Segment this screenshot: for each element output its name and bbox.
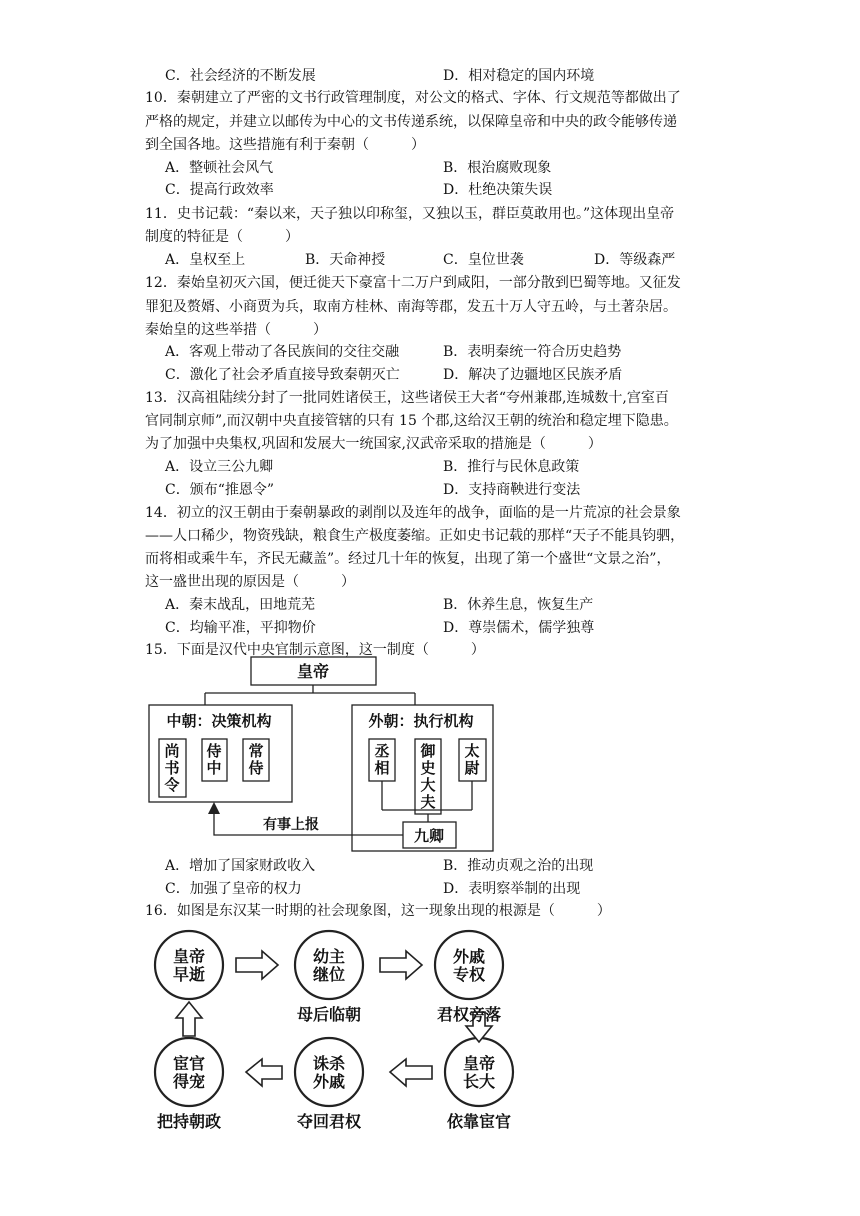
arrow-up-icon <box>176 1002 202 1036</box>
q10-option-a: A．整顿社会风气 <box>165 160 274 176</box>
q11-stem-line: 11．史书记载：“秦以来，天子独以印称玺，又独以玉，群臣莫敢用也。”这体现出皇帝 <box>145 206 675 222</box>
outer-court-office-char: 丞 <box>374 742 390 760</box>
q14-option-a: A．秦末战乱，田地荒芜 <box>165 597 316 613</box>
cycle-node-caption: 夺回君权 <box>296 1112 362 1131</box>
cycle-node-label: 幼主 <box>312 947 346 966</box>
cycle-node-caption: 把持朝政 <box>156 1112 222 1131</box>
cycle-node-label: 专权 <box>452 965 486 984</box>
q9-option-d: D．相对稳定的国内环境 <box>443 68 595 84</box>
q15-stem: 15．下面是汉代中央官制示意图，这一制度（ ） <box>145 642 485 658</box>
q10-option-c: C．提高行政效率 <box>165 182 274 198</box>
q10-option-d: D．杜绝决策失误 <box>443 182 553 198</box>
q12-option-b: B．表明秦统一符合历史趋势 <box>443 344 622 360</box>
cycle-node-label: 诛杀 <box>312 1054 346 1073</box>
q14-stem-line: 这一盛世出现的原因是（ ） <box>145 574 355 590</box>
q13-option-b: B．推行与民休息政策 <box>443 459 580 475</box>
cycle-node-label: 长大 <box>462 1072 496 1091</box>
cycle-node-label: 得宠 <box>172 1072 206 1091</box>
inner-court-office-char: 侍 <box>206 742 222 760</box>
report-label: 有事上报 <box>263 817 319 833</box>
q12-stem-line: 12．秦始皇初灭六国，便迁徙天下豪富十二万户到咸阳，一部分散到巴蜀等地。又征发 <box>145 275 681 291</box>
inner-court-label: 中朝：决策机构 <box>166 712 272 730</box>
q13-option-d: D．支持商鞅进行变法 <box>443 482 581 498</box>
q10-stem-line: 到全国各地。这些措施有利于秦朝（ ） <box>145 137 425 153</box>
q12-option-a: A．客观上带动了各民族间的交往交融 <box>165 344 400 360</box>
emperor-label: 皇帝 <box>296 662 330 681</box>
outer-court-office-char: 御 <box>420 742 436 760</box>
cycle-node-label: 继位 <box>312 965 346 984</box>
q10-stem-line: 10．秦朝建立了严密的文书行政管理制度，对公文的格式、字体、行文规范等都做出了 <box>145 90 681 106</box>
outer-court-office-char: 尉 <box>464 759 480 777</box>
outer-court-office-char: 大 <box>420 776 436 794</box>
outer-court-office-char: 史 <box>420 759 436 777</box>
q13-stem-line: 为了加强中央集权,巩固和发展大一统国家,汉武帝采取的措施是（ ） <box>145 436 602 452</box>
han-official-system-diagram <box>149 657 493 851</box>
q14-option-c: C．均输平准，平抑物价 <box>165 620 316 636</box>
outer-court-office-char: 夫 <box>420 793 436 811</box>
outer-court-office-char: 太 <box>464 742 480 760</box>
cycle-node-label: 皇帝 <box>462 1054 496 1073</box>
q12-option-c: C．激化了社会矛盾直接导致秦朝灭亡 <box>165 367 400 383</box>
q14-stem-line: 14．初立的汉王朝由于秦朝暴政的剥削以及连年的战争，面临的是一片荒凉的社会景象 <box>145 505 681 521</box>
arrow-right-icon <box>236 951 278 979</box>
inner-court-office-char: 令 <box>164 776 180 794</box>
arrow-left-icon <box>390 1059 432 1086</box>
inner-court-office-char: 侍 <box>248 759 264 777</box>
nine-ministers-label: 九卿 <box>413 827 445 845</box>
q15-option-c: C．加强了皇帝的权力 <box>165 881 302 897</box>
q11-option-c: C．皇位世袭 <box>443 252 524 268</box>
q11-stem-line: 制度的特征是（ ） <box>145 229 299 245</box>
q15-option-a: A．增加了国家财政收入 <box>165 858 316 874</box>
q15-option-d: D．表明察举制的出现 <box>443 881 581 897</box>
q12-option-d: D．解决了边疆地区民族矛盾 <box>443 367 623 383</box>
q14-stem-line: ——人口稀少，物资残缺，粮食生产极度萎缩。正如史书记载的那样“天子不能具钧驷， <box>145 528 685 544</box>
cycle-node-label: 早逝 <box>172 965 206 984</box>
q14-stem-line: 而将相或乘牛车，齐民无藏盖”。经过几十年的恢复，出现了第一个盛世“文景之治”， <box>145 551 671 567</box>
cycle-node-label: 外戚 <box>452 947 486 966</box>
q12-stem-line: 秦始皇的这些举措（ ） <box>145 322 327 338</box>
q11-option-b: B．天命神授 <box>305 252 386 268</box>
q14-option-d: D．尊崇儒术，儒学独尊 <box>443 620 595 636</box>
cycle-node-label: 宦官 <box>172 1054 206 1073</box>
q13-stem-line: 官同制京师”,而汉朝中央直接管辖的只有 15 个郡,这给汉王朝的统治和稳定埋下隐患。 <box>145 413 678 429</box>
inner-court-office-char: 中 <box>206 759 222 777</box>
inner-court-office-char: 常 <box>248 742 264 760</box>
q16-stem: 16．如图是东汉某一时期的社会现象图，这一现象出现的根源是（ ） <box>145 903 611 919</box>
q12-stem-line: 罪犯及赘婿、小商贾为兵，取南方桂林、南海等郡，发五十万人守五岭，与土著杂居。 <box>145 299 677 315</box>
cycle-node-caption: 君权旁落 <box>436 1005 502 1024</box>
inner-court-office-char: 书 <box>164 759 180 777</box>
q10-stem-line: 严格的规定，并建立以邮传为中心的文书传递系统，以保障皇帝和中央的政令能够传递 <box>145 114 677 130</box>
q14-option-b: B．休养生息，恢复生产 <box>443 597 594 613</box>
outer-court-label: 外朝：执行机构 <box>368 712 474 730</box>
q9-option-c: C．社会经济的不断发展 <box>165 68 316 84</box>
arrow-left-icon <box>246 1059 282 1086</box>
arrow-right-icon <box>380 951 422 979</box>
cycle-node-label: 外戚 <box>312 1072 346 1091</box>
cycle-node-caption: 依靠宦官 <box>446 1112 512 1131</box>
q15-option-b: B．推动贞观之治的出现 <box>443 858 594 874</box>
q13-stem-line: 13．汉高祖陆续分封了一批同姓诸侯王，这些诸侯王大者“夸州兼郡,连城数十,宫室百 <box>145 390 669 406</box>
q11-option-a: A．皇权至上 <box>165 252 246 268</box>
q13-option-a: A．设立三公九卿 <box>165 459 274 475</box>
q13-option-c: C．颁布“推恩令” <box>165 482 275 498</box>
inner-court-office-char: 尚 <box>164 742 180 760</box>
cycle-node-label: 皇帝 <box>172 947 206 966</box>
q10-option-b: B．根治腐败现象 <box>443 160 552 176</box>
cycle-node-caption: 母后临朝 <box>296 1005 362 1024</box>
outer-court-office-char: 相 <box>374 759 390 777</box>
q11-option-d: D．等级森严 <box>594 252 676 268</box>
